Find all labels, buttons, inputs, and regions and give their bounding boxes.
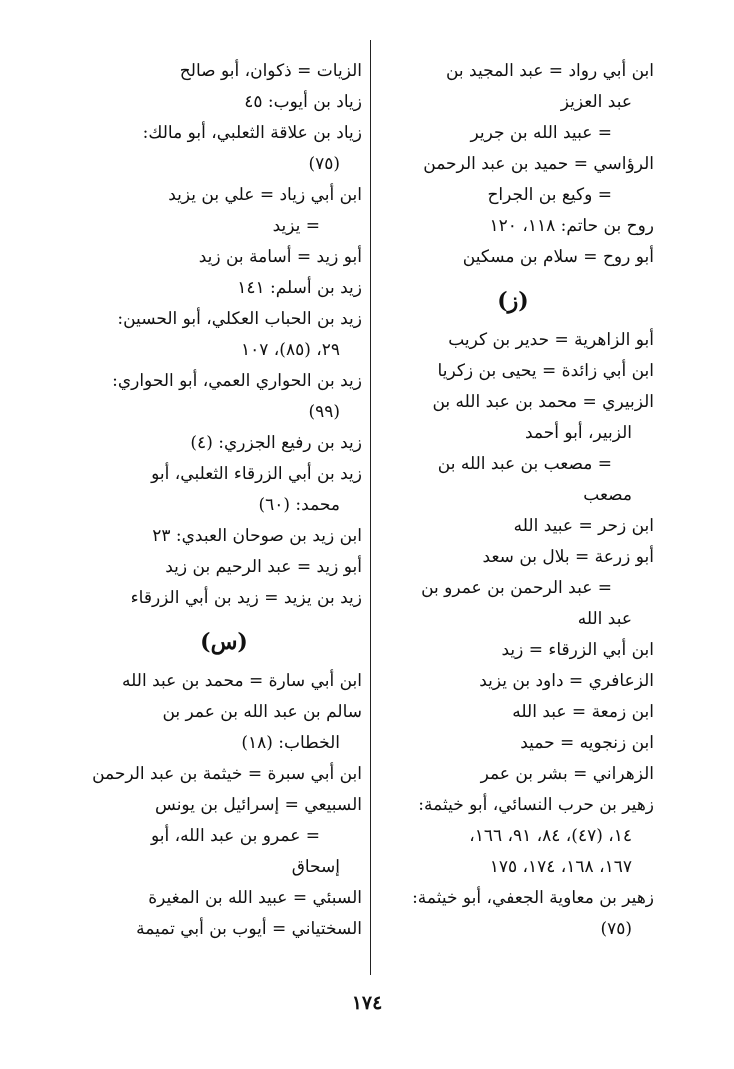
index-entry: ١٦٧، ١٦٨، ١٧٤، ١٧٥ — [489, 857, 632, 877]
index-entry: زيد بن أسلم: ١٤١ — [237, 278, 362, 298]
index-entry: السبئي = عبيد الله بن المغيرة — [148, 888, 362, 908]
index-entry: الزعافري = داود بن يزيد — [479, 671, 654, 691]
index-entry: أبو زيد = عبد الرحيم بن زيد — [165, 557, 362, 577]
entries-left-top — [86, 56, 362, 614]
section-heading-zay: (ز) — [497, 288, 529, 314]
index-column-left — [86, 56, 362, 945]
index-entry: أبو زرعة = بلال بن سعد — [482, 547, 654, 567]
index-entry: أبو زيد = أسامة بن زيد — [198, 247, 362, 267]
index-entry: ابن زيد بن صوحان العبدي: ٢٣ — [152, 526, 362, 546]
index-entry: زيد بن الحواري العمي، أبو الحواري: — [112, 371, 362, 391]
page-number: ١٧٤ — [351, 992, 383, 1014]
section-heading-sin: (س) — [200, 629, 248, 655]
index-entry: أبو روح = سلام بن مسكين — [462, 247, 654, 267]
index-entry: ابن أبي سبرة = خيثمة بن عبد الرحمن — [92, 764, 362, 784]
index-entry: = يزيد — [272, 216, 320, 236]
index-entry: الزهراني = بشر بن عمر — [480, 764, 654, 784]
index-entry: = مصعب بن عبد الله بن — [437, 454, 612, 474]
index-entry: ابن أبي الزرقاء = زيد — [501, 640, 654, 660]
index-entry: (٧٥) — [600, 919, 632, 939]
index-entry: ابن أبي سارة = محمد بن عبد الله — [122, 671, 362, 691]
index-entry: زيد بن رفيع الجزري: (٤) — [190, 433, 362, 453]
index-entry: عبد العزيز — [560, 92, 632, 112]
index-entry: = وكيع بن الجراح — [487, 185, 612, 205]
index-entry: الزبير، أبو أحمد — [524, 423, 632, 443]
index-entry: زيد بن أبي الزرقاء الثعلبي، أبو — [151, 464, 362, 484]
index-entry: ابن زمعة = عبد الله — [512, 702, 654, 722]
index-entry: سالم بن عبد الله بن عمر بن — [162, 702, 362, 722]
index-entry: الخطاب: (١٨) — [241, 733, 340, 753]
entries-right-bottom — [372, 325, 654, 945]
index-entry: إسحاق — [291, 857, 340, 877]
index-entry: روح بن حاتم: ١١٨، ١٢٠ — [489, 216, 654, 236]
index-entry: = عبيد الله بن جرير — [470, 123, 612, 143]
index-entry: = عبد الرحمن بن عمرو بن — [421, 578, 612, 598]
index-entry: ابن أبي رواد = عبد المجيد بن — [445, 61, 654, 81]
index-entry: زياد بن علاقة الثعلبي، أبو مالك: — [142, 123, 362, 143]
index-entry: زيد بن الحباب العكلي، أبو الحسين: — [117, 309, 362, 329]
index-entry: مصعب — [583, 485, 632, 505]
index-entry: (٧٥) — [308, 154, 340, 174]
index-entry: ١٤، (٤٧)، ٨٤، ٩١، ١٦٦، — [469, 826, 632, 846]
index-entry: زهير بن معاوية الجعفي، أبو خيثمة: — [412, 888, 654, 908]
index-entry: ابن أبي زياد = علي بن يزيد — [168, 185, 362, 205]
index-entry: الزيات = ذكوان، أبو صالح — [179, 61, 362, 81]
index-entry: ابن زنجويه = حميد — [520, 733, 654, 753]
index-entry: السختياني = أيوب بن أبي تميمة — [136, 919, 362, 939]
index-column-right — [372, 56, 654, 945]
index-entry: ابن زحر = عبيد الله — [513, 516, 654, 536]
index-entry: محمد: (٦٠) — [258, 495, 340, 515]
index-entry: زهير بن حرب النسائي، أبو خيثمة: — [418, 795, 654, 815]
index-entry: زيد بن يزيد = زيد بن أبي الزرقاء — [130, 588, 362, 608]
column-divider — [370, 40, 371, 975]
entries-right-top — [372, 56, 654, 273]
index-entry: ٢٩، (٨٥)، ١٠٧ — [241, 340, 340, 360]
index-entry: أبو الزاهرية = حدير بن كريب — [448, 330, 654, 350]
index-entry: السبيعي = إسرائيل بن يونس — [155, 795, 362, 815]
index-entry: = عمرو بن عبد الله، أبو — [150, 826, 320, 846]
index-entry: عبد الله — [577, 609, 632, 629]
index-entry: زياد بن أيوب: ٤٥ — [244, 92, 362, 112]
index-entry: ابن أبي زائدة = يحيى بن زكريا — [437, 361, 654, 381]
index-entry: الزبيري = محمد بن عبد الله بن — [432, 392, 654, 412]
index-entry: الرؤاسي = حميد بن عبد الرحمن — [423, 154, 654, 174]
index-entry: (٩٩) — [308, 402, 340, 422]
entries-left-bottom — [86, 666, 362, 945]
